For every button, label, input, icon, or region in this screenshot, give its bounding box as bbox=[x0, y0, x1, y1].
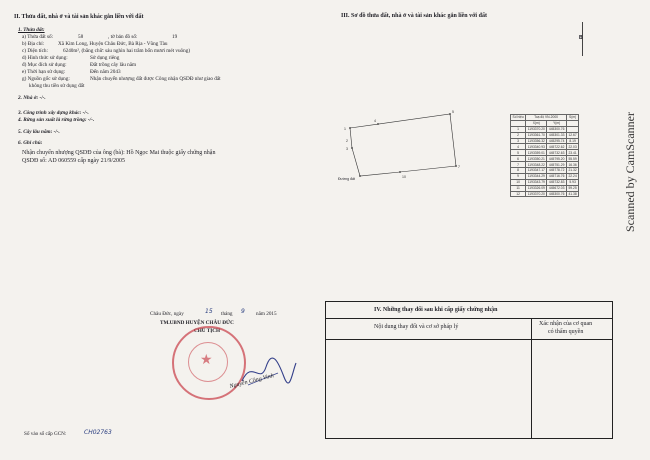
purpose: Đất trồng cây lâu năm bbox=[90, 62, 137, 68]
coord-cell: 1 bbox=[511, 126, 526, 132]
coord-cell: 12 bbox=[511, 191, 526, 197]
forest-item: 4. Rừng sản xuất là rừng trồng: -/-. bbox=[18, 117, 95, 123]
coord-cell: 445716.76 bbox=[548, 174, 565, 179]
col-header-id: Số hiệu bbox=[512, 115, 524, 120]
coord-cell: 1193350.21 bbox=[527, 156, 545, 161]
north-label: B bbox=[579, 35, 583, 41]
coord-table-title: Toạ độ VN-2000 bbox=[526, 115, 567, 121]
svg-text:2: 2 bbox=[346, 139, 348, 143]
coord-cell: 1193326.09 bbox=[527, 186, 545, 191]
coord-cell: 10 bbox=[511, 179, 526, 185]
date-month-label: tháng bbox=[221, 311, 233, 317]
coord-cell: 445300.76 bbox=[548, 127, 565, 132]
coord-cell: 1193359.01 bbox=[527, 150, 545, 155]
coord-cell: 23.41 bbox=[568, 150, 577, 155]
col-header-s: S(m) bbox=[566, 115, 578, 121]
coord-cell: 8.19 bbox=[566, 138, 578, 144]
coord-cell: 1193347.17 bbox=[527, 168, 545, 173]
coord-cell: 445732.83 bbox=[548, 180, 565, 185]
origin-line2: không thu tiền sử dụng đất bbox=[29, 83, 85, 89]
coord-cell: 445795.20 bbox=[548, 156, 565, 161]
coord-cell: 1193340.93 bbox=[527, 144, 545, 149]
coord-cell: 16.36 bbox=[568, 162, 577, 167]
coord-cell: 5.93 bbox=[566, 179, 578, 185]
coord-cell: 1193370.20 bbox=[527, 192, 545, 197]
coord-cell: 6 bbox=[511, 156, 526, 162]
origin-label: g) Nguồn gốc sử dụng: bbox=[22, 76, 70, 82]
section-ii-title: II. Thửa đất, nhà ở và tài sản khác gắn liền với đất bbox=[14, 14, 144, 20]
coord-cell: 1193343.79 bbox=[527, 180, 545, 185]
coord-cell: 55.59 bbox=[568, 156, 577, 161]
area-value: 6240m², (bằng chữ: sáu nghìn hai trăm bốn mươi mét vuông) bbox=[63, 48, 191, 54]
address-label: b) Địa chỉ: bbox=[22, 41, 45, 47]
date-day: 15 bbox=[205, 308, 213, 315]
coord-cell: 1193361.70 bbox=[527, 133, 545, 138]
coord-row bbox=[511, 191, 579, 197]
coord-cell: 445300.76 bbox=[548, 192, 565, 197]
term: Đến năm 2043 bbox=[90, 69, 121, 75]
section-iii-title: III. Sơ đồ thửa đất, nhà ở và tài sản khác gắn liền với đất bbox=[341, 13, 487, 19]
coord-cell: 445295.74 bbox=[548, 139, 565, 143]
svg-text:4: 4 bbox=[374, 119, 376, 123]
authority: TM.UBND HUYỆN CHÂU ĐỨC bbox=[160, 320, 234, 326]
change-title: IV. Những thay đổi sau khi cấp giấy chứng nhận bbox=[374, 307, 498, 313]
coord-cell: 1193344.29 bbox=[527, 174, 545, 179]
col-header-x: X(m) bbox=[526, 120, 547, 126]
watermark-text: Scanned by CamScanner bbox=[623, 112, 637, 232]
coord-cell: 1193370.20 bbox=[527, 127, 545, 132]
coord-cell: 445778.72 bbox=[548, 168, 565, 173]
coord-cell: 445732.63 bbox=[548, 150, 565, 155]
map-sheet-label: , tờ bản đồ số: bbox=[108, 34, 138, 40]
svg-text:7: 7 bbox=[458, 165, 460, 169]
parcel-sketch bbox=[338, 108, 468, 188]
coord-cell: 5 bbox=[511, 150, 526, 156]
coord-cell: 445722.62 bbox=[548, 144, 565, 149]
note-line2: QSDĐ số: AD 060559 cấp ngày 21/9/2005 bbox=[22, 158, 125, 164]
change-col2-line1: Xác nhận của cơ quan bbox=[539, 321, 593, 327]
camscanner-watermark bbox=[619, 10, 641, 235]
coord-cell: 22.24 bbox=[568, 174, 577, 179]
parcel-no: 58 bbox=[78, 34, 84, 40]
coord-cell: 59.25 bbox=[568, 186, 577, 191]
date-prefix: Châu Đức, ngày bbox=[150, 311, 184, 317]
use-form-label: d) Hình thức sử dụng: bbox=[22, 55, 68, 61]
area-label: c) Diện tích: bbox=[22, 48, 48, 54]
use-form: Sử dụng riêng bbox=[90, 55, 120, 61]
coord-cell: 2 bbox=[511, 132, 526, 138]
coord-cell: 4 bbox=[511, 144, 526, 150]
coord-cell: 22.03 bbox=[568, 144, 577, 149]
construction-item: 3. Công trình xây dựng khác: -/-. bbox=[18, 110, 89, 116]
coord-cell: 3 bbox=[511, 138, 526, 144]
date-year: năm 2015 bbox=[256, 311, 277, 317]
house-item: 2. Nhà ở: -/-. bbox=[18, 95, 46, 101]
purpose-label: đ) Mục đích sử dụng: bbox=[22, 62, 67, 68]
coord-cell: 8 bbox=[511, 168, 526, 174]
coord-cell: 11 bbox=[511, 185, 526, 191]
coord-cell: 1193348.22 bbox=[527, 162, 545, 167]
coord-cell: 21.32 bbox=[568, 168, 577, 173]
star-icon: ★ bbox=[200, 353, 213, 368]
notes-heading: 6. Ghi chú: bbox=[18, 140, 43, 146]
coord-cell: 445672.03 bbox=[548, 186, 565, 191]
svg-text:1: 1 bbox=[344, 127, 346, 131]
map-sheet: 19 bbox=[172, 34, 178, 40]
change-col2-line2: có thẩm quyền bbox=[548, 329, 584, 335]
change-table bbox=[325, 301, 613, 439]
origin-line1: Nhận chuyển nhượng đất được Công nhận QSDĐ như giao đất bbox=[90, 76, 221, 82]
signer-name: Nguyễn Công Vinh bbox=[229, 373, 275, 390]
book-label: Số vào sổ cấp GCN: bbox=[24, 431, 67, 437]
note-line1: Nhận chuyển nhượng QSDĐ của ông (bà): Hồ Ngọc Mai thuộc giấy chứng nhận bbox=[22, 150, 216, 156]
coord-cell: 445751.29 bbox=[548, 162, 565, 167]
address: Xã Kim Long, Huyện Châu Đức, Bà Rịa - Vũng Tàu bbox=[58, 41, 168, 47]
road-label: Đường đất bbox=[338, 177, 355, 181]
land-heading: 1. Thửa đất: bbox=[18, 27, 45, 33]
coord-cell: 7 bbox=[511, 162, 526, 168]
coord-cell: 445301.33 bbox=[548, 133, 565, 138]
svg-text:5: 5 bbox=[452, 110, 454, 114]
coord-body bbox=[511, 126, 579, 197]
svg-text:10: 10 bbox=[402, 175, 406, 179]
coord-cell: 9 bbox=[511, 173, 526, 179]
change-col1: Nội dung thay đổi và cơ sở pháp lý bbox=[374, 324, 459, 330]
chairman: CHỦ TỊCH bbox=[194, 328, 220, 334]
coord-cell: 1193356.32 bbox=[527, 139, 545, 143]
parcel-no-label: a) Thửa đất số: bbox=[22, 34, 54, 40]
coord-cell: 12.67 bbox=[568, 133, 577, 138]
svg-text:3: 3 bbox=[346, 147, 348, 151]
book-no: CH02763 bbox=[84, 429, 112, 436]
date-month: 9 bbox=[241, 308, 245, 315]
term-label: e) Thời hạn sử dụng: bbox=[22, 69, 66, 75]
coordinate-table bbox=[510, 114, 579, 197]
coord-cell: 41.38 bbox=[568, 192, 577, 197]
perennial-item: 5. Cây lâu năm: -/-. bbox=[18, 129, 60, 135]
col-header-y: Y(m) bbox=[547, 120, 567, 126]
